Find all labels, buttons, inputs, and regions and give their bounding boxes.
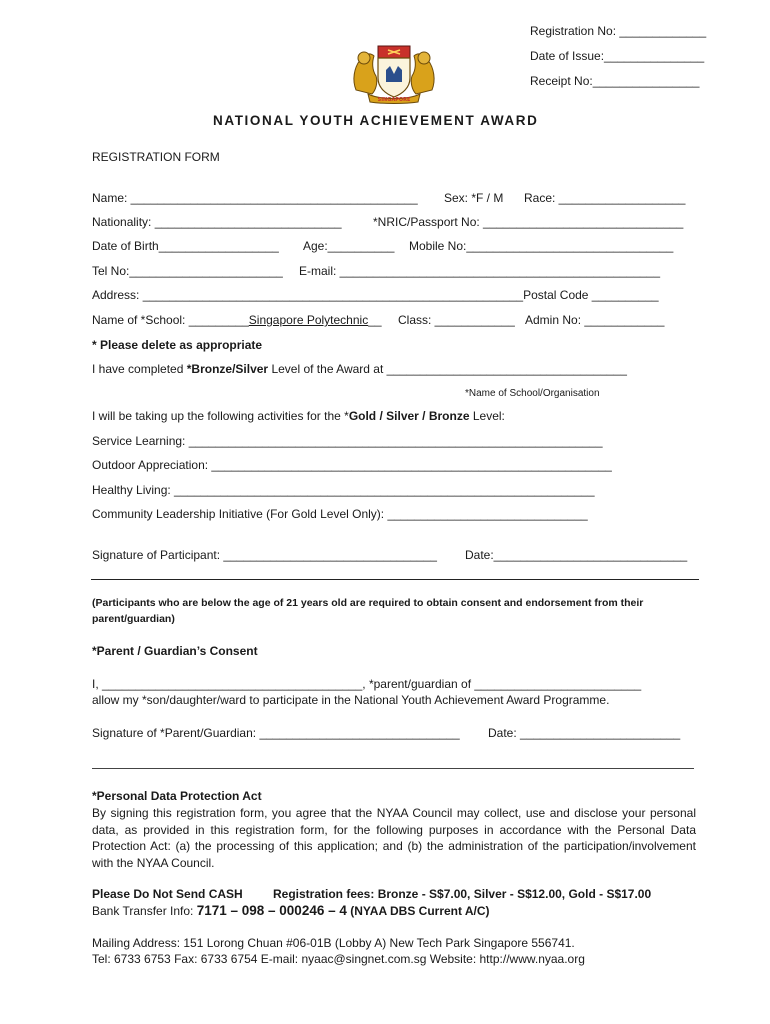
consent-heading: *Parent / Guardian’s Consent xyxy=(92,644,258,658)
completed-level-field[interactable] xyxy=(92,362,627,376)
completed-prefix: I have completed xyxy=(92,362,187,376)
delete-note: * Please delete as appropriate xyxy=(92,338,263,352)
pdpa-heading: *Personal Data Protection Act xyxy=(92,789,262,803)
section-divider-2 xyxy=(92,768,694,769)
email-field[interactable]: E-mail: ________________________________________________ xyxy=(299,264,661,278)
nyaa-crest-logo xyxy=(350,40,438,104)
completed-suffix: Level of the Award at ____________________________________ xyxy=(268,362,627,376)
school-caption: *Name of School/Organisation xyxy=(465,388,600,399)
school-field[interactable] xyxy=(92,313,382,327)
guardian-name-field[interactable]: I, _______________________________________, *parent/guardian of _________________________ xyxy=(92,677,642,691)
healthy-living-field[interactable]: Healthy Living: _______________________________________________________________ xyxy=(92,483,595,497)
mobile-field[interactable]: Mobile No:_______________________________ xyxy=(409,239,674,253)
age-field[interactable]: Age:__________ xyxy=(303,239,395,253)
tel-field[interactable]: Tel No:_______________________ xyxy=(92,264,283,278)
registration-no: Registration No: _____________ xyxy=(530,24,707,38)
race-field[interactable]: Race: ___________________ xyxy=(524,191,686,205)
class-field[interactable] xyxy=(398,313,515,327)
section-divider xyxy=(91,579,699,580)
name-field[interactable]: Name: ___________________________________________ xyxy=(92,191,418,205)
guardian-date-field[interactable]: Date: ________________________ xyxy=(488,726,681,740)
address-field[interactable]: Address: _________________________________________________________Postal Code __________ xyxy=(92,288,659,302)
contact-details: Tel: 6733 6753 Fax: 6733 6754 E-mail: nyaac@singnet.com.sg Website: http://www.nyaa.org xyxy=(92,952,585,966)
no-cash-note: Please Do Not Send CASH xyxy=(92,887,243,901)
page-title: NATIONAL YOUTH ACHIEVEMENT AWARD xyxy=(213,113,539,128)
consent-note: (Participants who are below the age of 21 years old are required to obtain consent and endorsement from their parent/guardian) xyxy=(92,597,644,625)
date-of-issue: Date of Issue:_______________ xyxy=(530,49,705,63)
form-heading: REGISTRATION FORM xyxy=(92,150,220,164)
completed-level: *Bronze/Silver xyxy=(186,362,269,376)
school-after: __ xyxy=(368,313,382,327)
registration-fees: Registration fees: Bronze - S$7.00, Silver - S$12.00, Gold - S$17.00 xyxy=(273,887,652,901)
participant-signature-field[interactable]: Signature of Participant: ________________________________ xyxy=(92,548,437,562)
mailing-address: Mailing Address: 151 Lorong Chuan #06-01B (Lobby A) New Tech Park Singapore 556741. xyxy=(92,936,575,950)
outdoor-appreciation-field[interactable]: Outdoor Appreciation: ____________________________________________________________ xyxy=(92,458,612,472)
activities-intro xyxy=(92,409,505,423)
participant-date-field[interactable]: Date:_____________________________ xyxy=(465,548,688,562)
activities-intro-level: Gold / Silver / Bronze xyxy=(348,409,470,423)
dob-field[interactable]: Date of Birth__________________ xyxy=(92,239,279,253)
crest-motto: SINGAPORE xyxy=(377,97,411,103)
admin-no-label: Admin No: ____ xyxy=(525,313,612,327)
nric-field[interactable]: *NRIC/Passport No: ______________________________ xyxy=(373,215,684,229)
nationality-field[interactable]: Nationality: ____________________________ xyxy=(92,215,342,229)
activities-intro-suffix: Level: xyxy=(469,409,505,423)
consent-statement: allow my *son/daughter/ward to participate in the National Youth Achievement Award Programme. xyxy=(92,693,610,707)
class-line: _____ xyxy=(481,313,515,327)
admin-no-field[interactable] xyxy=(525,313,664,327)
receipt-no: Receipt No:________________ xyxy=(530,74,700,88)
service-learning-field[interactable]: Service Learning: ______________________________________________________________ xyxy=(92,434,603,448)
bank-transfer-info xyxy=(92,903,490,918)
community-leadership-field[interactable]: Community Leadership Initiative (For Gold Level Only): ______________________________ xyxy=(92,507,588,521)
class-label: Class: _______ xyxy=(398,313,482,327)
pdpa-body: By signing this registration form, you agree that the NYAA Council may collect, use and disclose your personal data, as provided in this registration form, for the following purposes in accordance with the Personal Data Protection Act: (a) the processing of this application; and (b) the administration of the participation/involvement with the NYAA Council. xyxy=(92,806,696,870)
bank-note: (NYAA DBS Current A/C) xyxy=(346,904,490,918)
guardian-signature-field[interactable]: Signature of *Parent/Guardian: ______________________________ xyxy=(92,726,460,740)
bank-label: Bank Transfer Info: xyxy=(92,904,197,918)
school-value: Singapore Polytechnic xyxy=(248,313,369,327)
school-label: Name of *School: _________ xyxy=(92,313,249,327)
sex-field[interactable]: Sex: *F / M xyxy=(444,191,504,205)
admin-no-line: ________ xyxy=(611,313,665,327)
bank-number: 7171 – 098 – 000246 – 4 xyxy=(196,903,347,918)
activities-intro-prefix: I will be taking up the following activities for the * xyxy=(92,409,349,423)
